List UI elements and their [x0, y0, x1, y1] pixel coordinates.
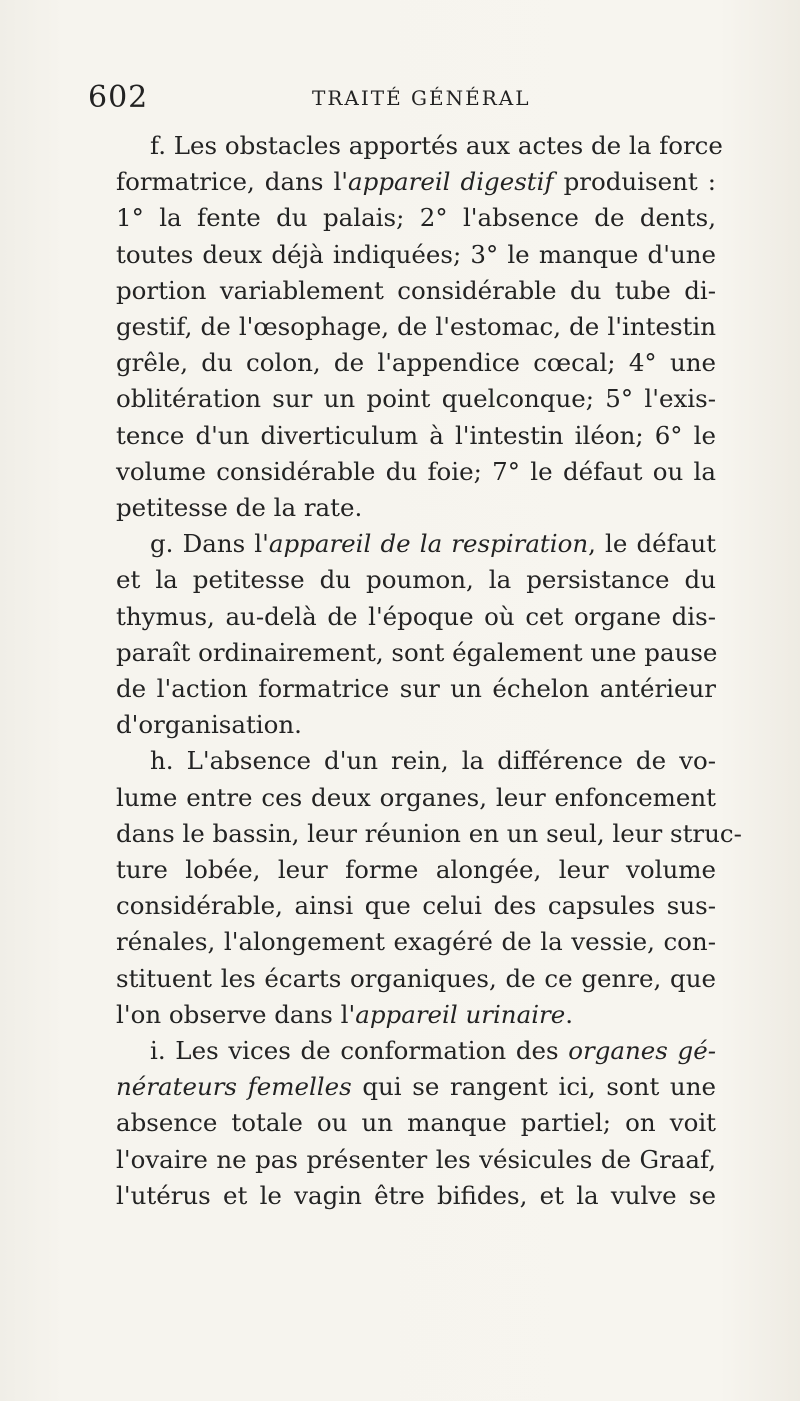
text-line: g. Dans l'appareil de la respiration, le défaut — [150, 529, 716, 559]
text-line: 1° la fente du palais; 2° l'absence de dents, — [116, 203, 716, 233]
page-number: 602 — [88, 80, 149, 115]
text-line: tence d'un diverticulum à l'intestin iléon; 6° le — [116, 420, 716, 450]
italic-term: appareil urinaire — [355, 999, 566, 1029]
text-line: oblitération sur un point quelconque; 5° l'exis- — [116, 384, 716, 414]
text-line: nérateurs femelles qui se rangent ici, sont une — [116, 1072, 716, 1102]
italic-term: appareil de la respiration — [268, 529, 589, 559]
text-line: grêle, du colon, de l'appendice cœcal; 4° une — [116, 348, 716, 378]
text-line: h. L'absence d'un rein, la différence de vo- — [150, 746, 716, 776]
text-line: gestif, de l'œsophage, de l'estomac, de l'intestin — [116, 312, 716, 342]
text-line: stituent les écarts organiques, de ce genre, que — [116, 963, 716, 993]
italic-term: nérateurs femelles — [116, 1072, 352, 1102]
text-line: absence totale ou un manque partiel; on voit — [116, 1108, 716, 1138]
italic-term: appareil digestif — [348, 167, 554, 197]
page-header — [88, 80, 728, 120]
text-line: f. Les obstacles apportés aux actes de la force — [150, 131, 723, 160]
running-title: TRAITÉ GÉNÉRAL — [312, 86, 531, 110]
text-line: dans le bassin, leur réunion en un seul, leur struc- — [116, 818, 742, 848]
text-line: d'organisation. — [116, 710, 302, 740]
text-line: thymus, au-delà de l'époque où cet organe dis- — [116, 601, 716, 631]
italic-term: organes gé- — [568, 1036, 716, 1066]
text-line: i. Les vices de conformation des organes gé- — [150, 1036, 716, 1066]
text-line: et la petitesse du poumon, la persistance du — [116, 565, 716, 595]
text-line: paraît ordinairement, sont également une pause — [116, 637, 718, 667]
text-line: l'on observe dans l'appareil urinaire. — [116, 999, 574, 1029]
text-line: de l'action formatrice sur un échelon antérieur — [116, 674, 716, 704]
body-text — [116, 128, 742, 1214]
text-line: considérable, ainsi que celui des capsules sus- — [116, 891, 716, 921]
text-line: portion variablement considérable du tube di- — [116, 275, 716, 305]
text-line: ture lobée, leur forme alongée, leur volume — [116, 855, 716, 885]
text-line: l'utérus et le vagin être bifides, et la vulve se — [116, 1180, 716, 1210]
text-line: formatrice, dans l'appareil digestif produisent : — [116, 167, 716, 197]
text-line: petitesse de la rate. — [116, 493, 363, 523]
text-line: rénales, l'alongement exagéré de la vessie, con- — [116, 927, 716, 957]
text-line: toutes deux déjà indiquées; 3° le manque d'une — [116, 239, 716, 269]
text-line: volume considérable du foie; 7° le défaut ou la — [116, 456, 716, 486]
text-line: lume entre ces deux organes, leur enfoncement — [116, 782, 716, 812]
text-line: l'ovaire ne pas présenter les vésicules de Graaf, — [116, 1144, 716, 1174]
